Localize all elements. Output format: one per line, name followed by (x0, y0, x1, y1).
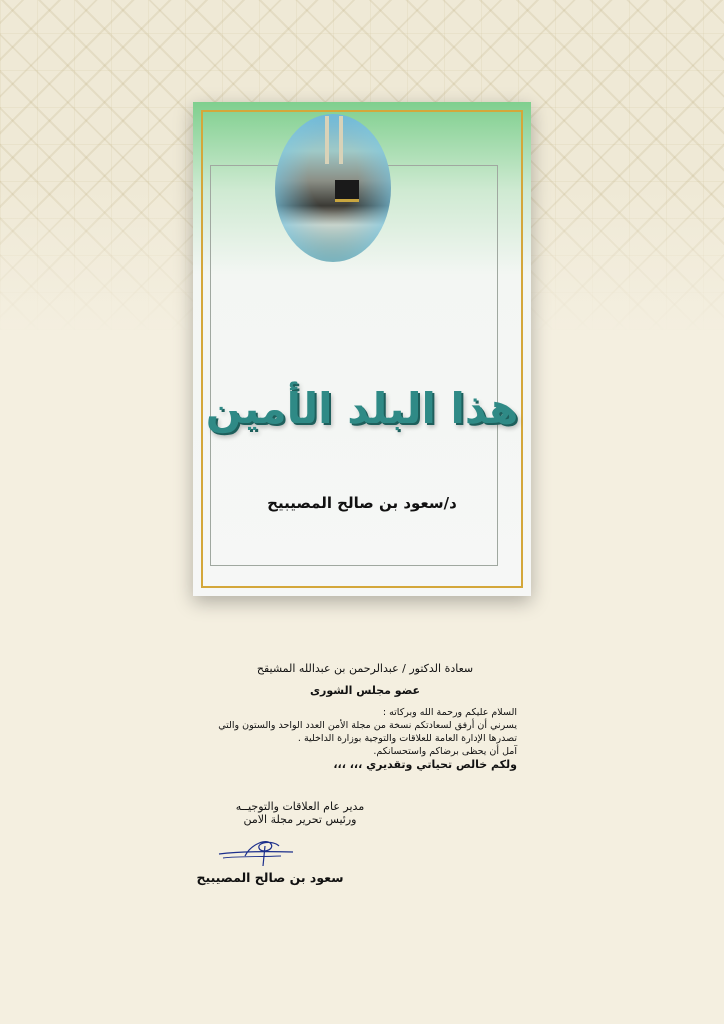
letter-body (205, 706, 517, 771)
signature-title-line: ورئيس تحرير مجلة الامن (243, 813, 357, 826)
signature-titles (190, 800, 410, 826)
cover-author: د/سعود بن صالح المصيبيح (267, 494, 457, 512)
letter-line: آمل أن يحظى برضاكم واستحسانكم. (373, 746, 517, 757)
signature-title-line: مدير عام العلاقات والتوجيــه (235, 800, 365, 813)
cover-title: هذا البلد الأمين (205, 384, 519, 433)
signatory-name: سعود بن صالح المصيبيح (196, 870, 344, 885)
kaaba-photo-medallion (275, 114, 391, 262)
minaret-shape (325, 116, 329, 164)
book-cover (193, 102, 531, 596)
letter-closing: ولكم خالص تحياتي وتقديري ،،، ،،، (333, 758, 517, 771)
letter-greeting: السلام عليكم ورحمة الله وبركاته : (382, 707, 517, 718)
minaret-shape (339, 116, 343, 164)
letter-addressee: سعادة الدكتور / عبدالرحمن بن عبدالله المشيقح (256, 662, 474, 675)
letter-line: تصدرها الإدارة العامة للعلاقات والتوجية بوزارة الداخلية . (297, 733, 517, 744)
handwritten-signature (215, 832, 305, 872)
kaaba-shape (335, 180, 359, 202)
letter-line: يسرني أن أرفق لسعادتكم نسخة من مجلة الأمن العدد الواحد والستون والتي (218, 720, 517, 731)
letter-addressee-role: عضو مجلس الشورى (309, 684, 421, 697)
